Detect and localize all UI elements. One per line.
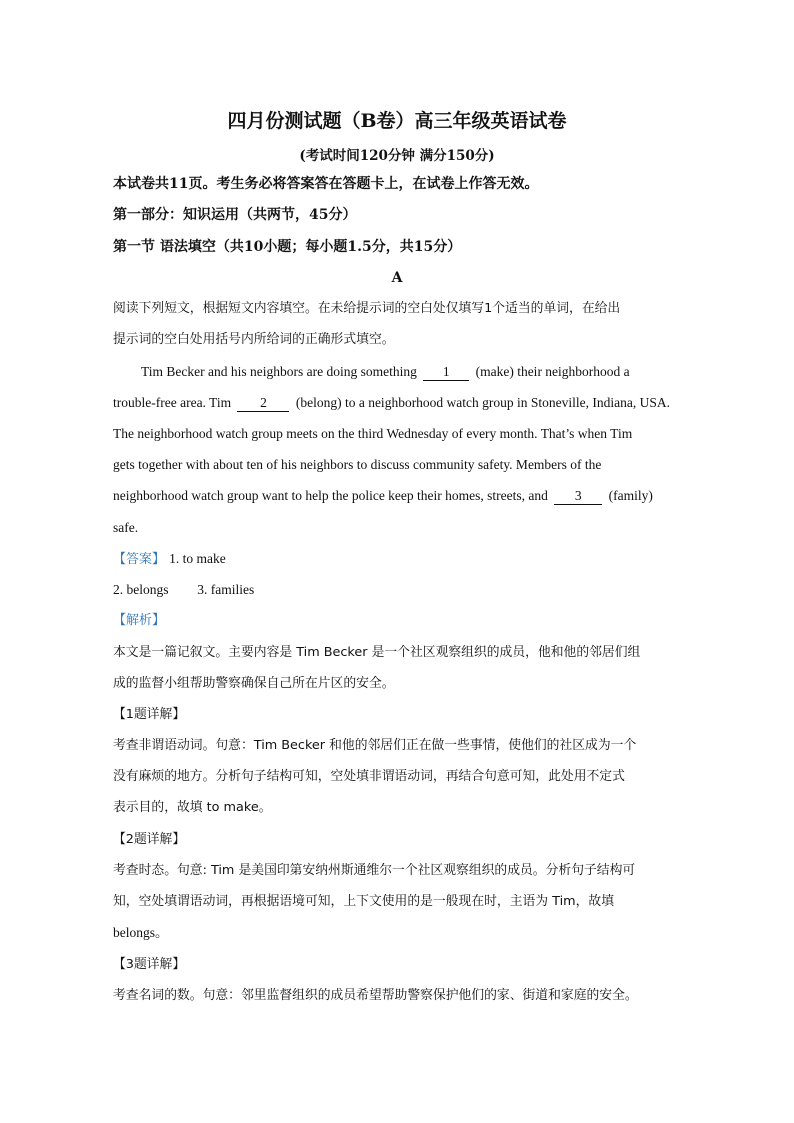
answer-item: 1. to make <box>169 551 226 566</box>
passage-line <box>113 393 670 413</box>
answer-item: 3. families <box>197 582 255 597</box>
blank-1: 1 <box>423 364 469 381</box>
passage-line <box>141 362 630 382</box>
answer-label: 【答案】 <box>113 552 166 567</box>
passage-text: (make) their neighborhood a <box>475 364 630 379</box>
directions-line: 阅读下列短文，根据短文内容填空。在未给提示词的空白处仅填写1个适当的单词，在给出 <box>113 301 621 316</box>
passage-line: safe. <box>113 520 139 535</box>
part-heading: 第一部分：知识运用（共两节，45分） <box>113 207 357 223</box>
analysis-text: 成的监督小组帮助警察确保自己所在片区的安全。 <box>113 676 395 691</box>
analysis-text: 表示目的，故填 to make。 <box>113 800 272 815</box>
exam-duration-info: (考试时间120分钟 满分150分) <box>299 148 495 164</box>
directions-line: 提示词的空白处用括号内所给词的正确形式填空。 <box>113 332 395 347</box>
question-detail-label: 【3题详解】 <box>113 957 186 972</box>
passage-line <box>113 486 653 506</box>
passage-line: gets together with about ten of his neighbors to discuss community safety. Members of the <box>113 457 602 472</box>
passage-text: Tim Becker and his neighbors are doing something <box>141 364 417 379</box>
section-heading: 第一节 语法填空（共10小题；每小题1.5分，共15分） <box>113 239 462 255</box>
blank-2: 2 <box>237 395 289 412</box>
passage-text: neighborhood watch group want to help the police keep their homes, streets, and <box>113 488 548 503</box>
exam-notice: 本试卷共11页。考生务必将答案答在答题卡上，在试卷上作答无效。 <box>113 176 539 192</box>
analysis-text: 考查非谓语动词。句意：Tim Becker 和他的邻居们正在做一些事情，使他们的社区成为一个 <box>113 738 637 753</box>
analysis-text: 考查时态。句意: Tim 是美国印第安纳州斯通维尔一个社区观察组织的成员。分析句子结构可 <box>113 863 636 878</box>
passage-text: (family) <box>608 488 653 503</box>
answer-line <box>113 549 226 570</box>
analysis-text: 考查名词的数。句意：邻里监督组织的成员希望帮助警察保护他们的家、街道和家庭的安全。 <box>113 988 638 1003</box>
analysis-text: belongs。 <box>113 925 169 940</box>
answer-line <box>113 580 254 600</box>
passage-text: (belong) to a neighborhood watch group in Stoneville, Indiana, USA. <box>295 395 671 410</box>
answer-item: 2. belongs <box>113 582 169 597</box>
blank-3: 3 <box>554 488 602 505</box>
passage-line: The neighborhood watch group meets on the third Wednesday of every month. That’s when Tim <box>113 426 633 441</box>
page-title: 四月份测试题（B卷）高三年级英语试卷 <box>227 110 567 132</box>
passage-text: trouble-free area. Tim <box>113 395 232 410</box>
question-detail-label: 【1题详解】 <box>113 707 186 722</box>
analysis-label: 【解析】 <box>113 613 166 628</box>
analysis-text: 没有麻烦的地方。分析句子结构可知，空处填非谓语动词，再结合句意可知，此处用不定式 <box>113 769 625 784</box>
passage-letter: A <box>391 270 403 286</box>
analysis-text: 本文是一篇记叙文。主要内容是 Tim Becker 是一个社区观察组织的成员，他和他的邻居们组 <box>113 645 641 660</box>
analysis-text: 知，空处填谓语动词，再根据语境可知，上下文使用的是一般现在时，主语为 Tim，故填 <box>113 894 614 909</box>
question-detail-label: 【2题详解】 <box>113 832 186 847</box>
